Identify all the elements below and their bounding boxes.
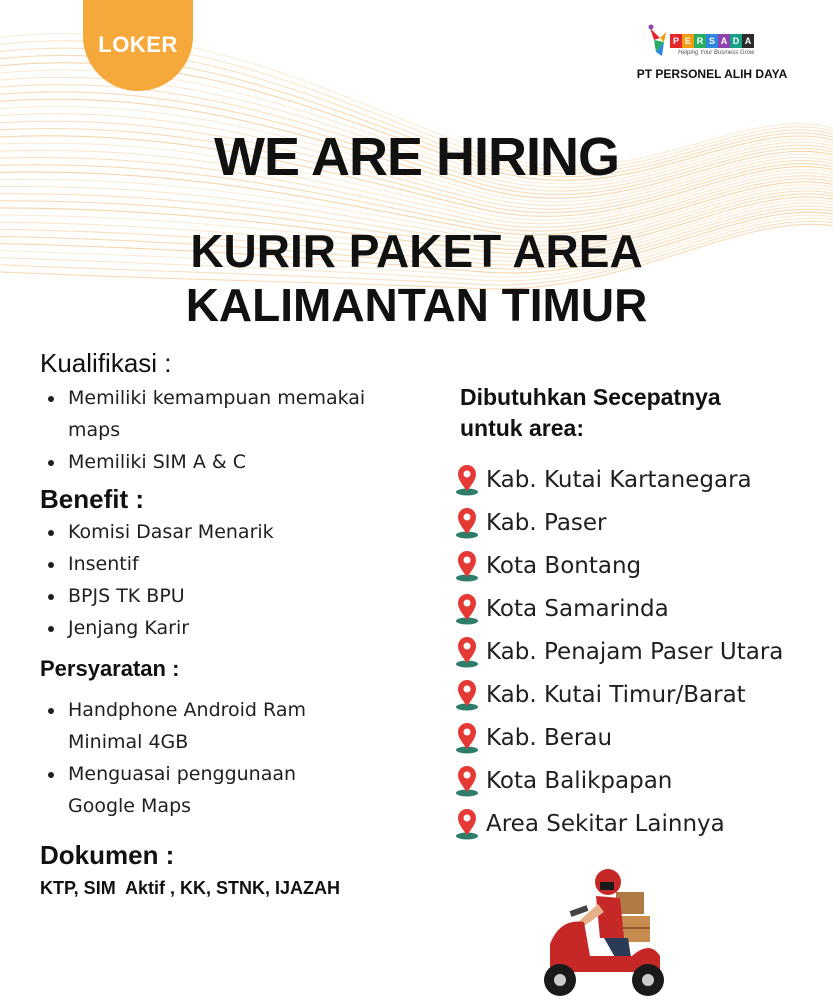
job-title-line-1: KURIR PAKET AREA: [190, 225, 643, 277]
list-item: Insentif: [46, 548, 430, 580]
location-pin-icon: [454, 808, 480, 840]
requirements-list: [46, 694, 356, 822]
location-pin-icon: [454, 636, 480, 668]
area-label: Kab. Penajam Paser Utara: [486, 638, 784, 665]
qualifications-list: [46, 382, 416, 478]
company-name: PT PERSONEL ALIH DAYA: [636, 67, 788, 81]
area-label: Kab. Kutai Kartanegara: [486, 466, 752, 493]
persada-wordmark: [670, 34, 754, 48]
area-item: [460, 458, 830, 501]
location-pin-icon: [454, 507, 480, 539]
headline: WE ARE HIRING: [214, 127, 619, 187]
area-label: Kab. Berau: [486, 724, 613, 751]
job-title-line-2: KALIMANTAN TIMUR: [185, 279, 648, 331]
logo-letter: A: [742, 34, 754, 48]
list-item: Memiliki SIM A & C: [46, 446, 416, 478]
location-pin-icon: [454, 722, 480, 754]
qualifications-title: Kualifikasi :: [40, 348, 172, 378]
area-item: [460, 501, 830, 544]
area-label: Kab. Paser: [486, 509, 607, 536]
area-label: Area Sekitar Lainnya: [486, 810, 725, 837]
list-item: BPJS TK BPU: [46, 580, 430, 612]
area-label: Kota Balikpapan: [486, 767, 673, 794]
list-item: Memiliki kemampuan memakai maps: [46, 382, 416, 446]
area-item: [460, 802, 830, 845]
logo-tagline: Helping Your Business Grow: [678, 50, 755, 56]
area-list: [460, 458, 830, 845]
benefits-list: [46, 516, 430, 644]
list-item: Menguasai penggunaan Google Maps: [46, 758, 356, 822]
area-item: [460, 630, 830, 673]
logo-letter: E: [682, 34, 694, 48]
area-label: Kab. Kutai Timur/Barat: [486, 681, 746, 708]
company-logo: [632, 22, 792, 84]
benefits-title: Benefit :: [40, 484, 144, 514]
areas-title-line-1: Dibutuhkan Secepatnya: [460, 384, 721, 410]
area-label: Kota Bontang: [486, 552, 642, 579]
areas-title: [460, 382, 830, 444]
list-item: Handphone Android Ram Minimal 4GB: [46, 694, 356, 758]
location-pin-icon: [454, 550, 480, 582]
areas-column: [460, 382, 830, 845]
persada-logo-icon: [646, 24, 668, 58]
requirements-title: Persyaratan :: [40, 656, 180, 681]
logo-letter: A: [718, 34, 730, 48]
logo-letter: R: [694, 34, 706, 48]
area-item: [460, 759, 830, 802]
area-item: [460, 716, 830, 759]
list-item: Jenjang Karir: [46, 612, 430, 644]
area-item: [460, 587, 830, 630]
loker-label: LOKER: [98, 32, 178, 57]
job-title: [0, 224, 833, 332]
requirements-column: [40, 346, 430, 899]
location-pin-icon: [454, 593, 480, 625]
location-pin-icon: [454, 765, 480, 797]
logo-letter: P: [670, 34, 682, 48]
location-pin-icon: [454, 464, 480, 496]
list-item: Komisi Dasar Menarik: [46, 516, 430, 548]
delivery-scooter-icon: [520, 860, 680, 1000]
documents-title: Dokumen :: [40, 840, 175, 870]
documents-text: KTP, SIM Aktif , KK, STNK, IJAZAH: [40, 878, 341, 898]
area-item: [460, 673, 830, 716]
areas-title-line-2: untuk area:: [460, 415, 584, 441]
logo-letter: S: [706, 34, 718, 48]
location-pin-icon: [454, 679, 480, 711]
area-item: [460, 544, 830, 587]
area-label: Kota Samarinda: [486, 595, 669, 622]
logo-letter: D: [730, 34, 742, 48]
